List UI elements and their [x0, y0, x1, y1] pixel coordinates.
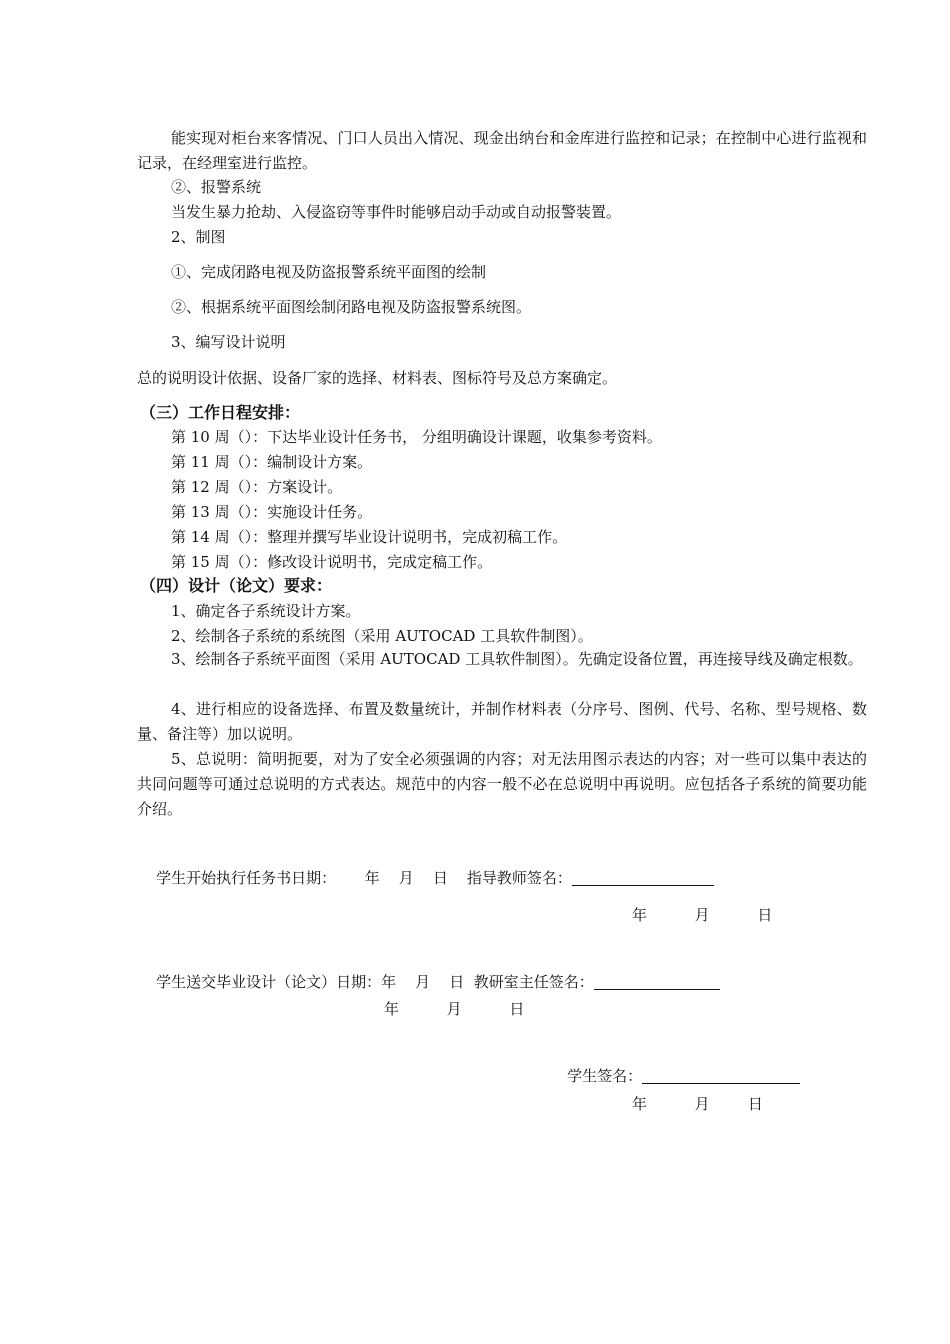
schedule-item: 第 15 周（）：修改设计说明书，完成定稿工作。 [171, 553, 493, 571]
submit-date-label: 学生送交毕业设计（论文）日期：年 月 日 教研室主任签名： [156, 973, 594, 991]
drawing-item-1: ①、完成闭路电视及防盗报警系统平面图的绘制 [171, 263, 487, 281]
schedule-item: 第 13 周（）：实施设计任务。 [171, 503, 373, 521]
student-signature-line[interactable] [642, 1067, 800, 1084]
start-date-label: 学生开始执行任务书日期： 年 月 日 指导教师签名： [156, 869, 572, 887]
schedule-item: 第 11 周（）：编制设计方案。 [171, 453, 373, 471]
schedule-item: 第 10 周（）：下达毕业设计任务书， 分组明确设计课题，收集参考资料。 [171, 428, 662, 446]
requirements-heading: （四）设计（论文）要求： [140, 576, 333, 595]
requirement-item: 5、总说明：简明扼要，对为了安全必须强调的内容；对无法用图示表达的内容；对一些可以集中表达的共同问题等可通过总说明的方式表达。规范中的内容一般不必在总说明中再说明。应包括各子系统的简要功能介绍。 [137, 750, 867, 818]
requirement-item: 2、绘制各子系统的系统图（采用 AUTOCAD 工具软件制图）。 [171, 627, 593, 645]
start-date-row [137, 848, 867, 908]
director-sign-date: 年 月 日 [384, 1000, 525, 1018]
requirement-item: 3、绘制各子系统平面图（采用 AUTOCAD 工具软件制图）。先确定设备位置，再连接导线及确定根数。 [171, 650, 863, 668]
schedule-item: 第 14 周（）：整理并撰写毕业设计说明书，完成初稿工作。 [171, 528, 568, 546]
drawing-title: 2、制图 [171, 228, 226, 246]
design-note-description: 总的说明设计依据、设备厂家的选择、材料表、图标符号及总方案确定。 [137, 369, 618, 387]
intro-paragraph: 能实现对柜台来客情况、门口人员出入情况、现金出纳台和金库进行监控和记录；在控制中心进行监视和记录，在经理室进行监控。 [137, 129, 867, 172]
drawing-item-2: ②、根据系统平面图绘制闭路电视及防盗报警系统图。 [171, 298, 532, 316]
advisor-sign-date: 年 月 日 [632, 906, 773, 924]
requirement-item: 1、确定各子系统设计方案。 [171, 602, 361, 620]
director-signature-line[interactable] [594, 973, 720, 990]
schedule-heading: （三）工作日程安排： [140, 403, 301, 422]
design-note-title: 3、编写设计说明 [171, 333, 286, 351]
requirement-item: 4、进行相应的设备选择、布置及数量统计，并制作材料表（分序号、图例、代号、名称、型号规格、数量、备注等）加以说明。 [137, 700, 867, 743]
student-signature-label: 学生签名： [567, 1067, 643, 1085]
advisor-signature-line[interactable] [572, 869, 714, 886]
schedule-item: 第 12 周（）：方案设计。 [171, 478, 343, 496]
alarm-system-description: 当发生暴力抢劫、入侵盗窃等事件时能够启动手动或自动报警装置。 [171, 203, 622, 221]
student-sign-date: 年 月 日 [632, 1095, 763, 1113]
alarm-system-title: ②、报警系统 [171, 178, 262, 196]
